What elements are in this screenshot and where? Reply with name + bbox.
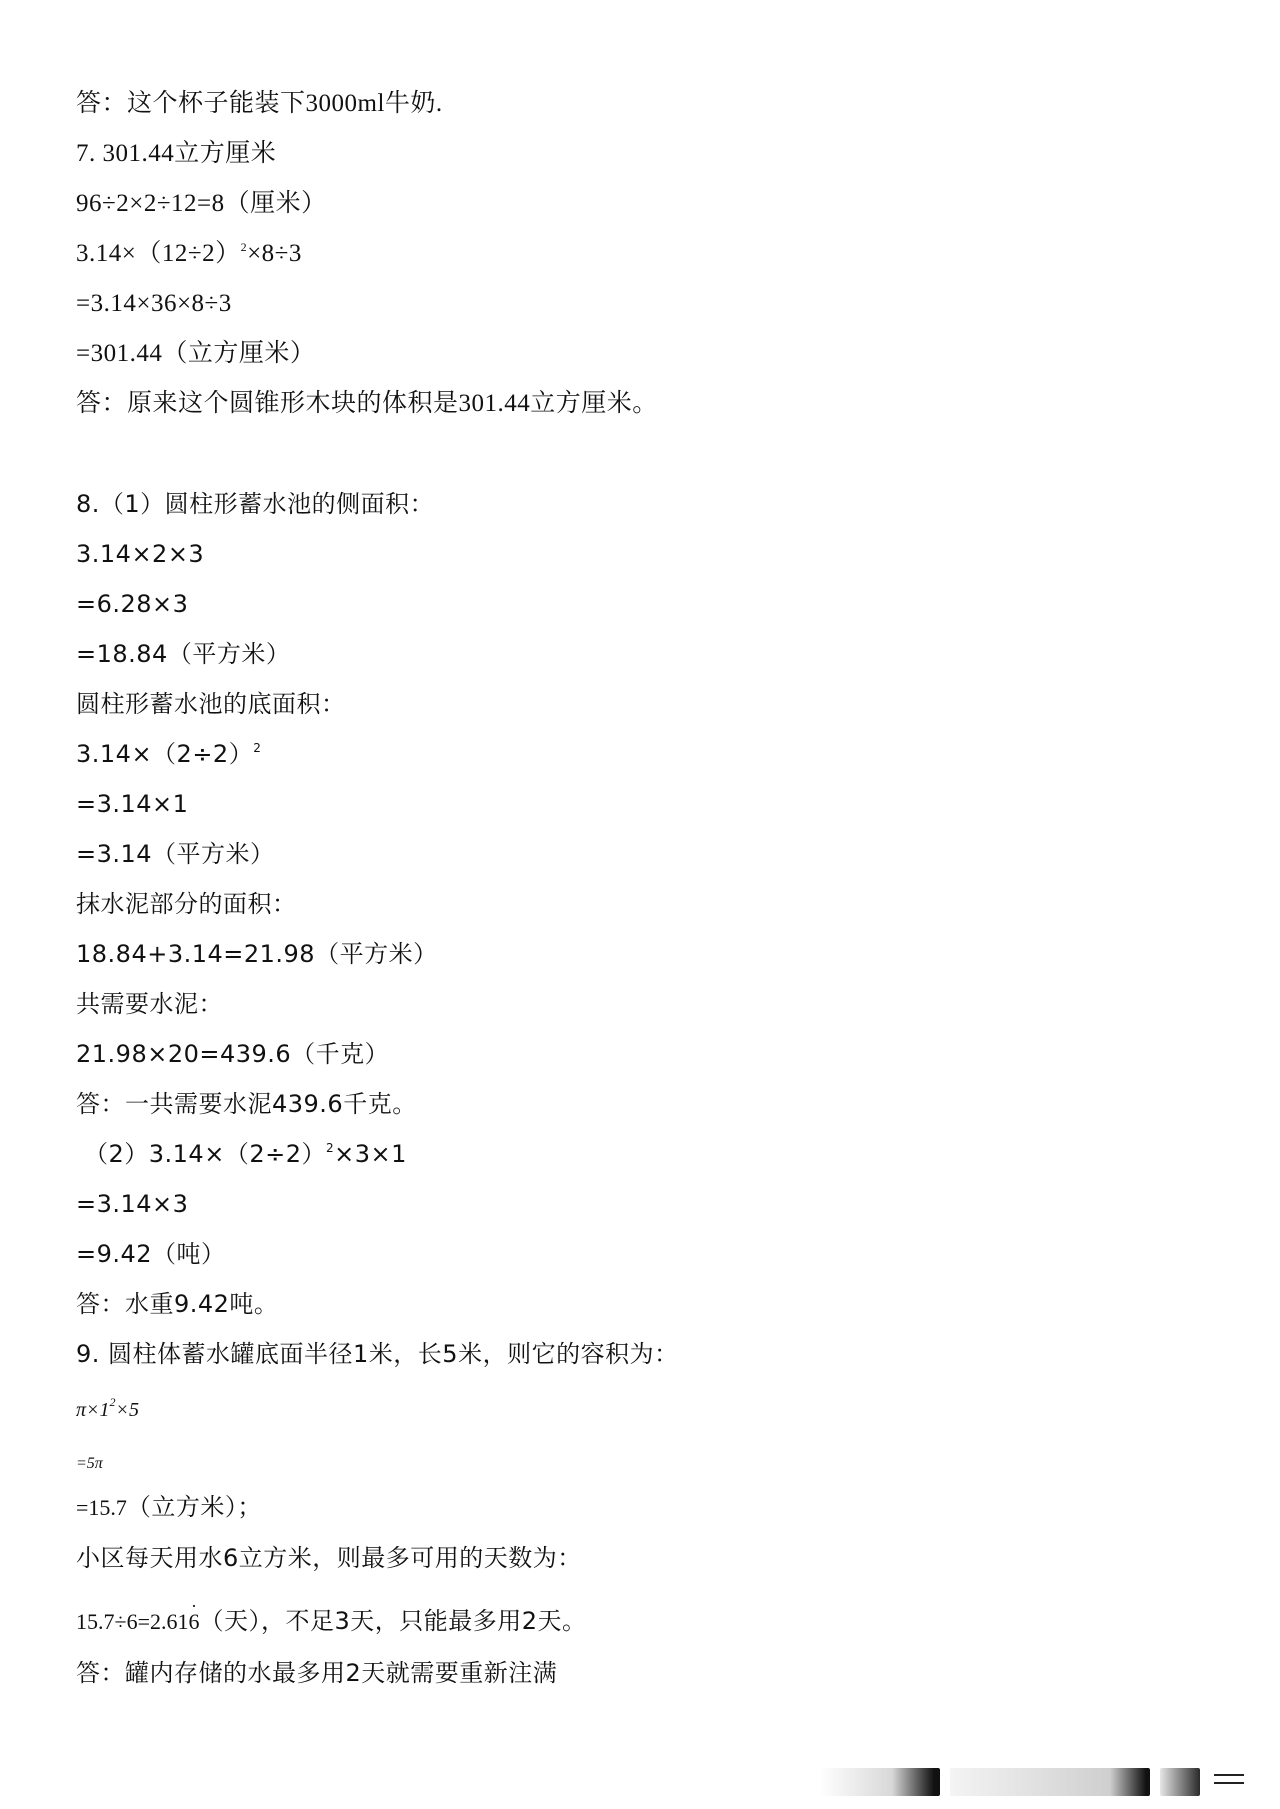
formula-line	[76, 1495, 262, 1519]
calc-line: =301.44（立方厘米）	[76, 340, 316, 367]
subheading: 抹水泥部分的面积：	[76, 890, 297, 918]
scroll-indicator-right	[1160, 1768, 1200, 1796]
question-7-heading: 7. 301.44立方厘米	[76, 140, 277, 167]
calc-line: =18.84（平方米）	[76, 640, 291, 668]
formula-line	[76, 1395, 140, 1421]
answer-line: 答：水重9.42吨。	[76, 1290, 279, 1318]
bottom-scroll-bar	[0, 1752, 1280, 1809]
formula-text: 15.7÷6=2.61	[76, 1609, 189, 1634]
calc-text: 3.14×（2÷2）	[76, 740, 254, 768]
answer-line: 答：罐内存储的水最多用2天就需要重新注满	[76, 1659, 558, 1687]
calc-text: ×8÷3	[247, 240, 302, 267]
formula-line: =5π	[76, 1455, 103, 1472]
question-8-heading: 8.（1）圆柱形蓄水池的侧面积：	[76, 490, 435, 518]
menu-icon[interactable]	[1214, 1774, 1244, 1790]
scroll-indicator-mid	[950, 1768, 1150, 1796]
formula-text: =15.7	[76, 1495, 127, 1520]
calc-text: ×3×1	[334, 1140, 407, 1168]
formula-text: π×1	[76, 1399, 110, 1421]
calc-line: =9.42（吨）	[76, 1240, 226, 1268]
calc-text: 3.14×（12÷2）	[76, 240, 241, 267]
calc-line	[84, 1142, 407, 1166]
answer-line: 答：一共需要水泥439.6千克。	[76, 1090, 417, 1118]
formula-line	[76, 1609, 587, 1633]
answer-line: 答：这个杯子能装下3000ml牛奶.	[76, 90, 443, 117]
formula-text: ×5	[115, 1399, 140, 1421]
calc-line: =3.14×1	[76, 790, 189, 818]
subheading: 共需要水泥：	[76, 990, 223, 1018]
question-9-heading: 9. 圆柱体蓄水罐底面半径1米，长5米，则它的容积为：	[76, 1340, 679, 1368]
exponent: 2	[240, 240, 248, 254]
calc-line: 3.14×2×3	[76, 540, 205, 568]
calc-line: =3.14×3	[76, 1190, 189, 1218]
exponent: 2	[253, 741, 262, 755]
calc-line	[76, 241, 302, 266]
exponent: 2	[325, 1141, 335, 1155]
calc-line: 18.84+3.14=21.98（平方米）	[76, 940, 438, 968]
unit-text: （天），不足3天，只能最多用2天。	[199, 1607, 587, 1635]
repeating-digit: · 6	[188, 1611, 199, 1633]
calc-text: （2）3.14×（2÷2）	[84, 1140, 326, 1168]
unit-text: （立方米）；	[126, 1493, 262, 1521]
calc-line: =6.28×3	[76, 590, 189, 618]
calc-line: =3.14（平方米）	[76, 840, 275, 868]
exponent: 2	[109, 1395, 116, 1409]
subheading: 圆柱形蓄水池的底面积：	[76, 690, 346, 718]
text-line: 小区每天用水6立方米，则最多可用的天数为：	[76, 1544, 582, 1572]
scroll-indicator-left	[820, 1768, 940, 1796]
calc-line: 96÷2×2÷12=8（厘米）	[76, 190, 327, 217]
calc-line: =3.14×36×8÷3	[76, 290, 232, 317]
calc-line	[76, 742, 261, 766]
answer-line: 答：原来这个圆锥形木块的体积是301.44立方厘米。	[76, 390, 658, 417]
calc-line: 21.98×20=439.6（千克）	[76, 1040, 390, 1068]
